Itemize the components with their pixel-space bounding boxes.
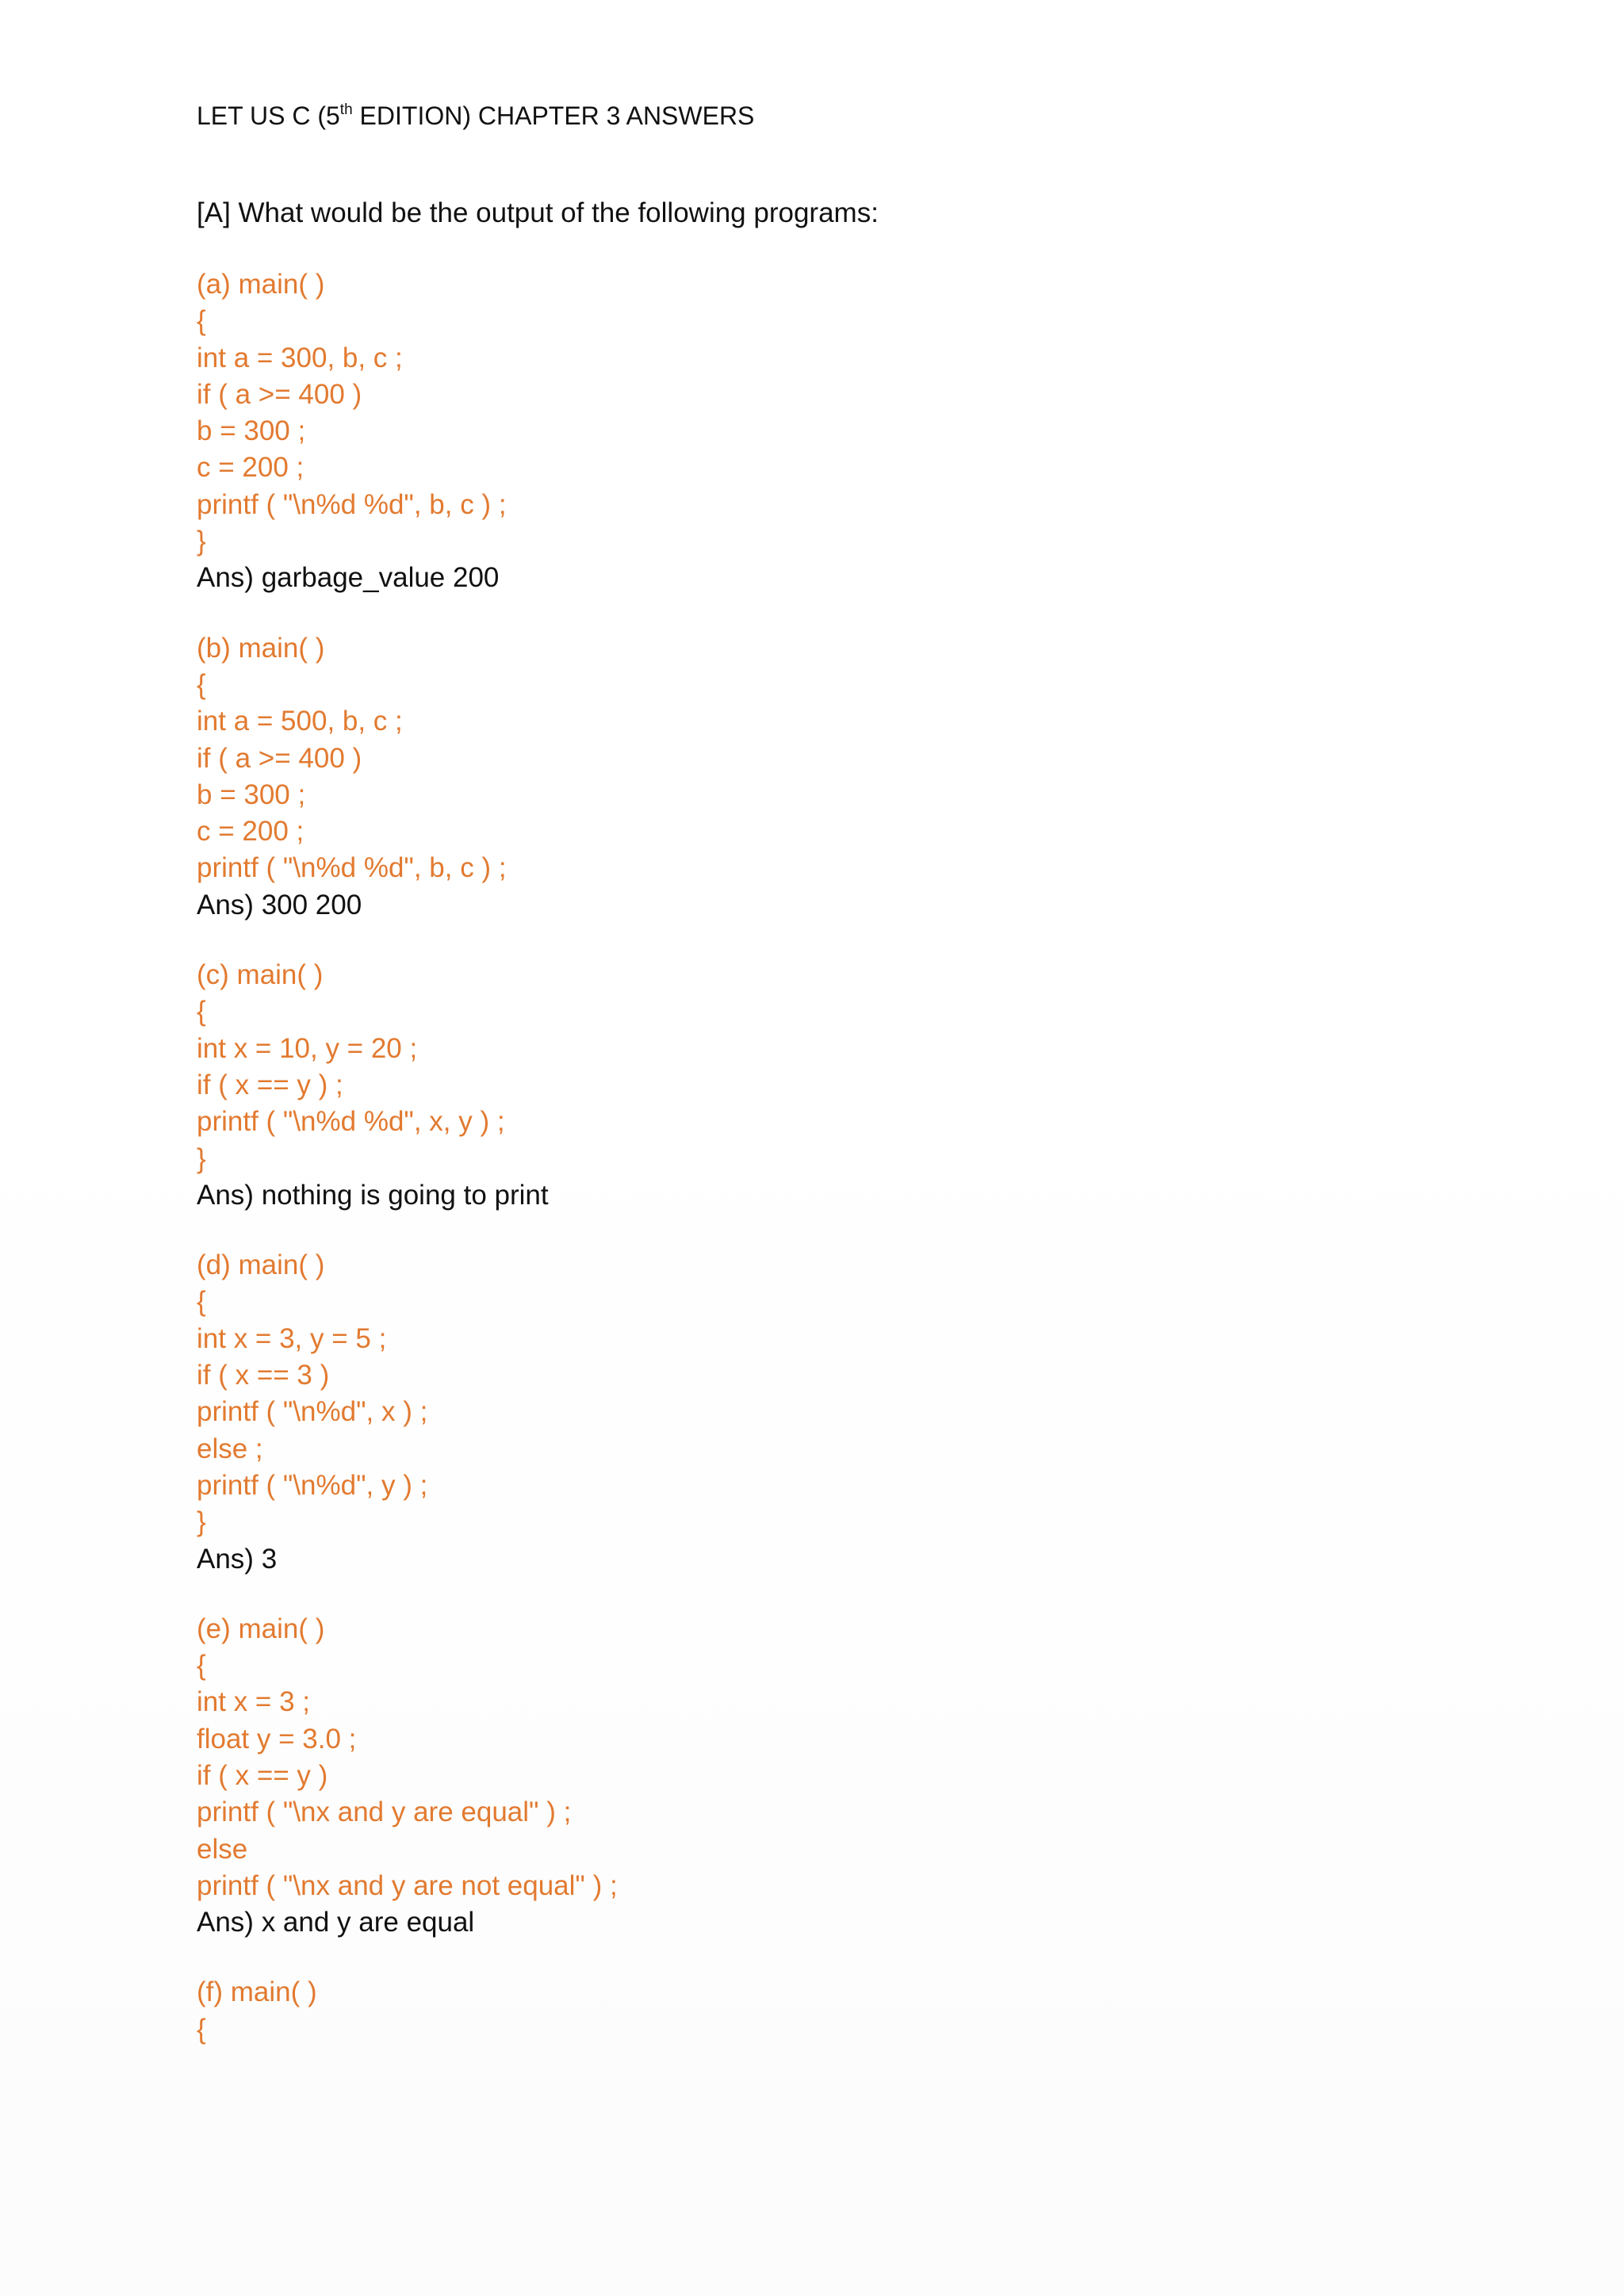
code-line: { xyxy=(197,305,206,337)
code-line: } xyxy=(197,526,206,557)
code-line: printf ( "\n%d", x ) ; xyxy=(197,1396,428,1428)
program-block xyxy=(197,1611,1505,1942)
code-line: if ( a >= 400 ) xyxy=(197,378,362,410)
code-line: (e) main( ) xyxy=(197,1613,325,1644)
program-block xyxy=(197,1247,1505,1578)
code-line: printf ( "\n%d", y ) ; xyxy=(197,1469,428,1501)
document-title xyxy=(197,94,1505,138)
code-line: printf ( "\n%d %d", b, c ) ; xyxy=(197,852,507,884)
code-line: { xyxy=(197,668,206,700)
code-line: (f) main( ) xyxy=(197,1976,317,2008)
code-line: } xyxy=(197,1142,206,1174)
code-line: float y = 3.0 ; xyxy=(197,1723,357,1755)
code-line: if ( x == y ) xyxy=(197,1759,328,1791)
code-line: if ( x == y ) ; xyxy=(197,1069,343,1100)
code-line: c = 200 ; xyxy=(197,816,304,848)
code-line: printf ( "\n%d %d", b, c ) ; xyxy=(197,488,507,520)
answer-line: Ans) nothing is going to print xyxy=(197,1179,549,1211)
code-line: { xyxy=(197,2013,206,2045)
section-heading: [A] What would be the output of the following programs: xyxy=(197,197,879,228)
program-block xyxy=(197,266,1505,597)
code-line: (a) main( ) xyxy=(197,269,325,300)
code-line: int x = 3 ; xyxy=(197,1686,310,1718)
code-line: printf ( "\nx and y are not equal" ) ; xyxy=(197,1869,618,1901)
code-line: int x = 10, y = 20 ; xyxy=(197,1032,418,1064)
code-line: b = 300 ; xyxy=(197,415,306,447)
program-block xyxy=(197,957,1505,1214)
title-suffix: EDITION) CHAPTER 3 ANSWERS xyxy=(352,101,755,130)
program-block xyxy=(197,630,1505,924)
code-line: else ; xyxy=(197,1433,263,1464)
code-line: printf ( "\n%d %d", x, y ) ; xyxy=(197,1106,505,1138)
answer-line: Ans) 3 xyxy=(197,1543,278,1575)
answer-line: Ans) x and y are equal xyxy=(197,1907,475,1938)
title-superscript: th xyxy=(339,101,353,118)
code-line: if ( x == 3 ) xyxy=(197,1360,330,1391)
code-line: c = 200 ; xyxy=(197,452,304,484)
answer-line: Ans) 300 200 xyxy=(197,889,362,920)
code-line: (d) main( ) xyxy=(197,1249,325,1281)
code-line: printf ( "\nx and y are equal" ) ; xyxy=(197,1797,572,1828)
title-prefix: LET US C (5 xyxy=(197,101,340,130)
code-line: (b) main( ) xyxy=(197,632,325,664)
code-line: } xyxy=(197,1506,206,1538)
programs-list xyxy=(197,266,1505,2048)
code-line: (c) main( ) xyxy=(197,959,324,991)
code-line: int x = 3, y = 5 ; xyxy=(197,1322,387,1354)
code-line: int a = 500, b, c ; xyxy=(197,706,403,737)
code-line: { xyxy=(197,996,206,1027)
code-line: b = 300 ; xyxy=(197,779,306,810)
program-block xyxy=(197,1974,1505,2048)
code-line: { xyxy=(197,1286,206,1318)
answer-line: Ans) garbage_value 200 xyxy=(197,562,500,594)
code-line: else xyxy=(197,1833,248,1865)
code-line: if ( a >= 400 ) xyxy=(197,742,362,774)
code-line: int a = 300, b, c ; xyxy=(197,342,403,373)
code-line: { xyxy=(197,1650,206,1682)
document-content xyxy=(197,94,1505,2048)
